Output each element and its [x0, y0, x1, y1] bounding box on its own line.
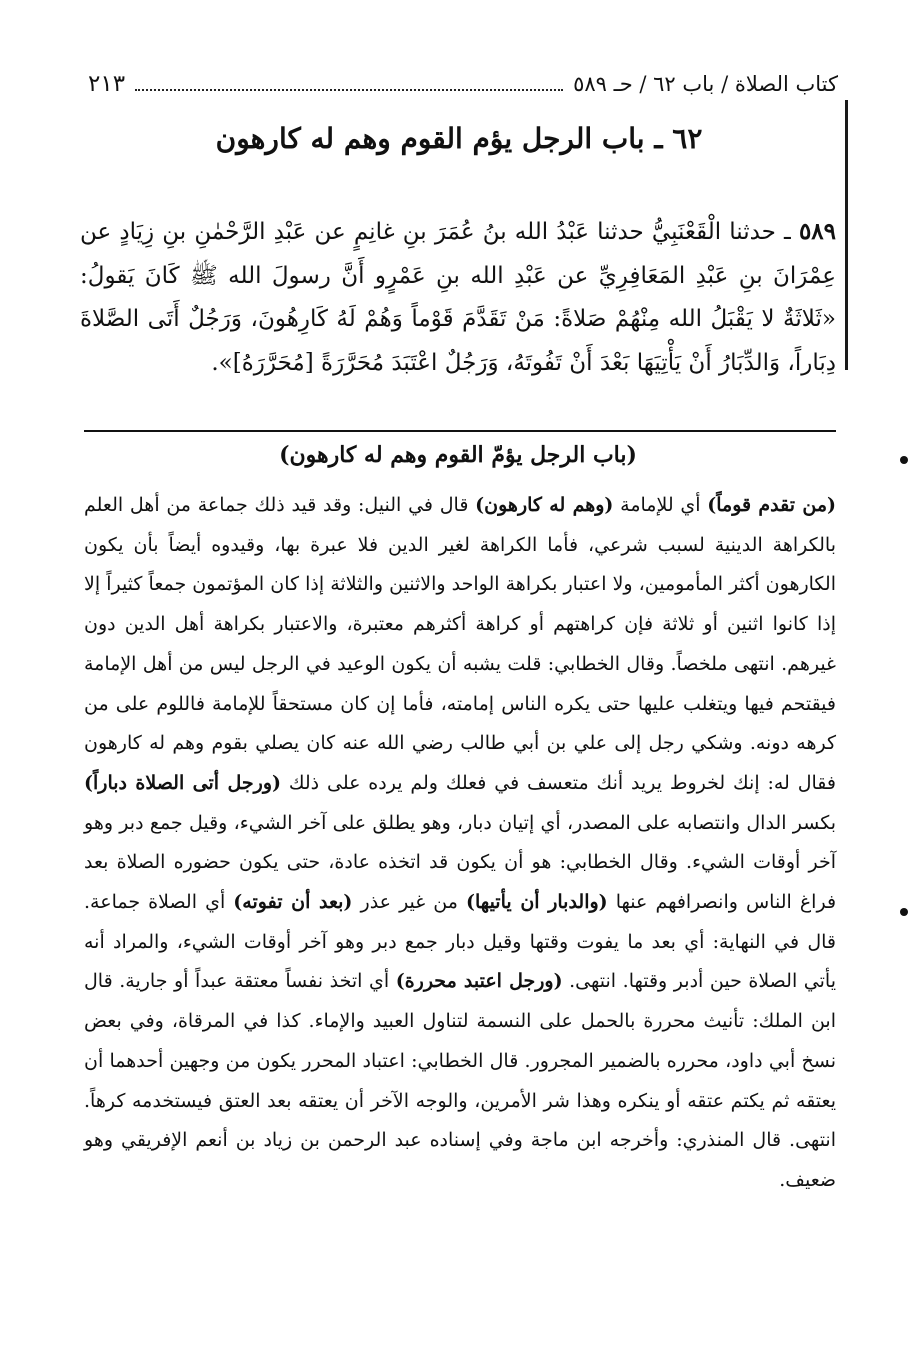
margin-bullet-icon — [900, 456, 908, 464]
lemma: (ورجل أتى الصلاة دباراً) — [84, 771, 281, 794]
lemma: (وهم له كارهون) — [475, 494, 614, 516]
commentary-heading: (باب الرجل يؤمّ القوم وهم له كارهون) — [279, 442, 637, 468]
hadith-number: ٥٨٩ — [798, 218, 836, 245]
header-dotted-leader — [135, 89, 563, 91]
commentary-text-block — [84, 486, 836, 1201]
margin-rule — [845, 100, 848, 370]
commentary-text: بكسر الدال وانتصابه على المصدر، أي إتيان دبار، وهو يطلق على آخر الشيء، وقيل جمع دبر وهو آخر أوقات الشيء. وقال الخطابي: هو أن يكون قد اتخذه عادة، حتى يكون حضوره الصلاة بعد فراغ الناس وانصرافهم عنها — [84, 811, 837, 914]
commentary-text: أي الصلاة جماعة. قال في النهاية: أي بعد ما يفوت وقتها وقيل دبار جمع دبر وهو آخر أوقات الشيء، والمراد أنه يأتي الصلاة حين أدبر وقتها. انتهى. — [84, 891, 836, 993]
chapter-heading: ٦٢ ـ باب الرجل يؤم القوم وهم له كارهون — [215, 122, 703, 155]
margin-bullet-icon — [900, 908, 908, 916]
lemma: (ورجل اعتبد محررة) — [395, 970, 563, 993]
lemma: (والدبار أن يأتيها) — [466, 891, 608, 914]
hadith-text-block — [80, 210, 836, 385]
commentary-text: قال في النيل: وقد قيد ذلك جماعة من أهل العلم بالكراهة الدينية لسبب شرعي، فأما الكراهة لغير الدين فلا عبرة بها، وقيدوه أيضاً بأن يكون الكارهون أكثر المأمومين، ولا اعتبار بكراهة الواحد والاثنين والثلاثة إذا كان المؤتمون جمعاً كثيراً إلا إذا كانوا اثنين أو ثلاثة فإن كراهتهم أو كراهة أكثرهم معتبرة، والاعتبار بكراهة أهل الدين دون غيرهم. انتهى ملخصاً. وقال الخطابي: قلت يشبه أن يكون الوعيد في الرجل ليس من أهل الإمامة فيقتحم فيها ويتغلب عليها حتى يكره الناس إمامته، فأما إن كان مستحقاً للإمامة فاللوم على من كرهه دونه. وشكي رجل إلى علي بن أبي طالب رضي الله عنه كان يصلي بقوم وهم له كارهون فقال له: إنك لخروط يريد أنك متعسف في فعلك ولم يرده على ذلك — [84, 494, 836, 794]
commentary-text: من غير عذر — [352, 891, 467, 914]
running-header — [88, 66, 838, 102]
hadith-body: ـ حدثنا الْقَعْنَبِيُّ حدثنا عَبْدُ الله بنُ عُمَرَ بنِ غانِمٍ عن عَبْدِ الرَّحْمٰنِ بنِ زِيَادٍ عن عِمْرَانَ بنِ عَبْدِ المَعَافِرِيِّ عن عَبْدِ الله بنِ عَمْرٍو أَنَّ رسولَ الله ﷺ كَانَ يَقولُ: «ثَلاثَةٌ لا يَقْبَلُ الله مِنْهُمْ صَلاةً: مَنْ تَقَدَّمَ قَوْماً وَهُمْ لَهُ كَارِهُونَ، وَرَجُلٌ أَتَى الصَّلاةَ دِبَاراً، وَالدِّبَارُ أَنْ يَأْتِيَهَا بَعْدَ أَنْ تَفُوتَهُ، وَرَجُلٌ اعْتَبَدَ مُحَرَّرَةً [مُحَرَّرَهُ]». — [80, 219, 836, 376]
section-divider — [84, 430, 836, 432]
commentary-text: أي اتخذ نفساً معتقة عبداً أو جارية. قال ابن الملك: تأنيث محررة بالحمل على النسمة لتناول العبيد والإماء. كذا في المرقاة، وفي بعض نسخ أبي داود، محرره بالضمير المجرور. قال الخطابي: اعتباد المحرر يكون من وجهين أحدهما أن يعتقه ثم يكتم عتقه أو ينكره وهذا شر الأمرين، والوجه الآخر أن يعتقه بعد العتق فيستخدمه كرهاً. انتهى. قال المنذري: وأخرجه ابن ماجة وفي إسناده عبد الرحمن بن زياد بن أنعم الإفريقي وهو ضعيف. — [84, 970, 836, 1191]
header-title: كتاب الصلاة / باب ٦٢ / حـ ٥٨٩ — [573, 72, 838, 96]
commentary-text: أي للإمامة — [613, 494, 708, 516]
lemma: (من تقدم قوماً) — [707, 494, 837, 516]
lemma: (بعد أن تفوته) — [233, 891, 353, 914]
page-number: ٢١٣ — [88, 71, 126, 97]
